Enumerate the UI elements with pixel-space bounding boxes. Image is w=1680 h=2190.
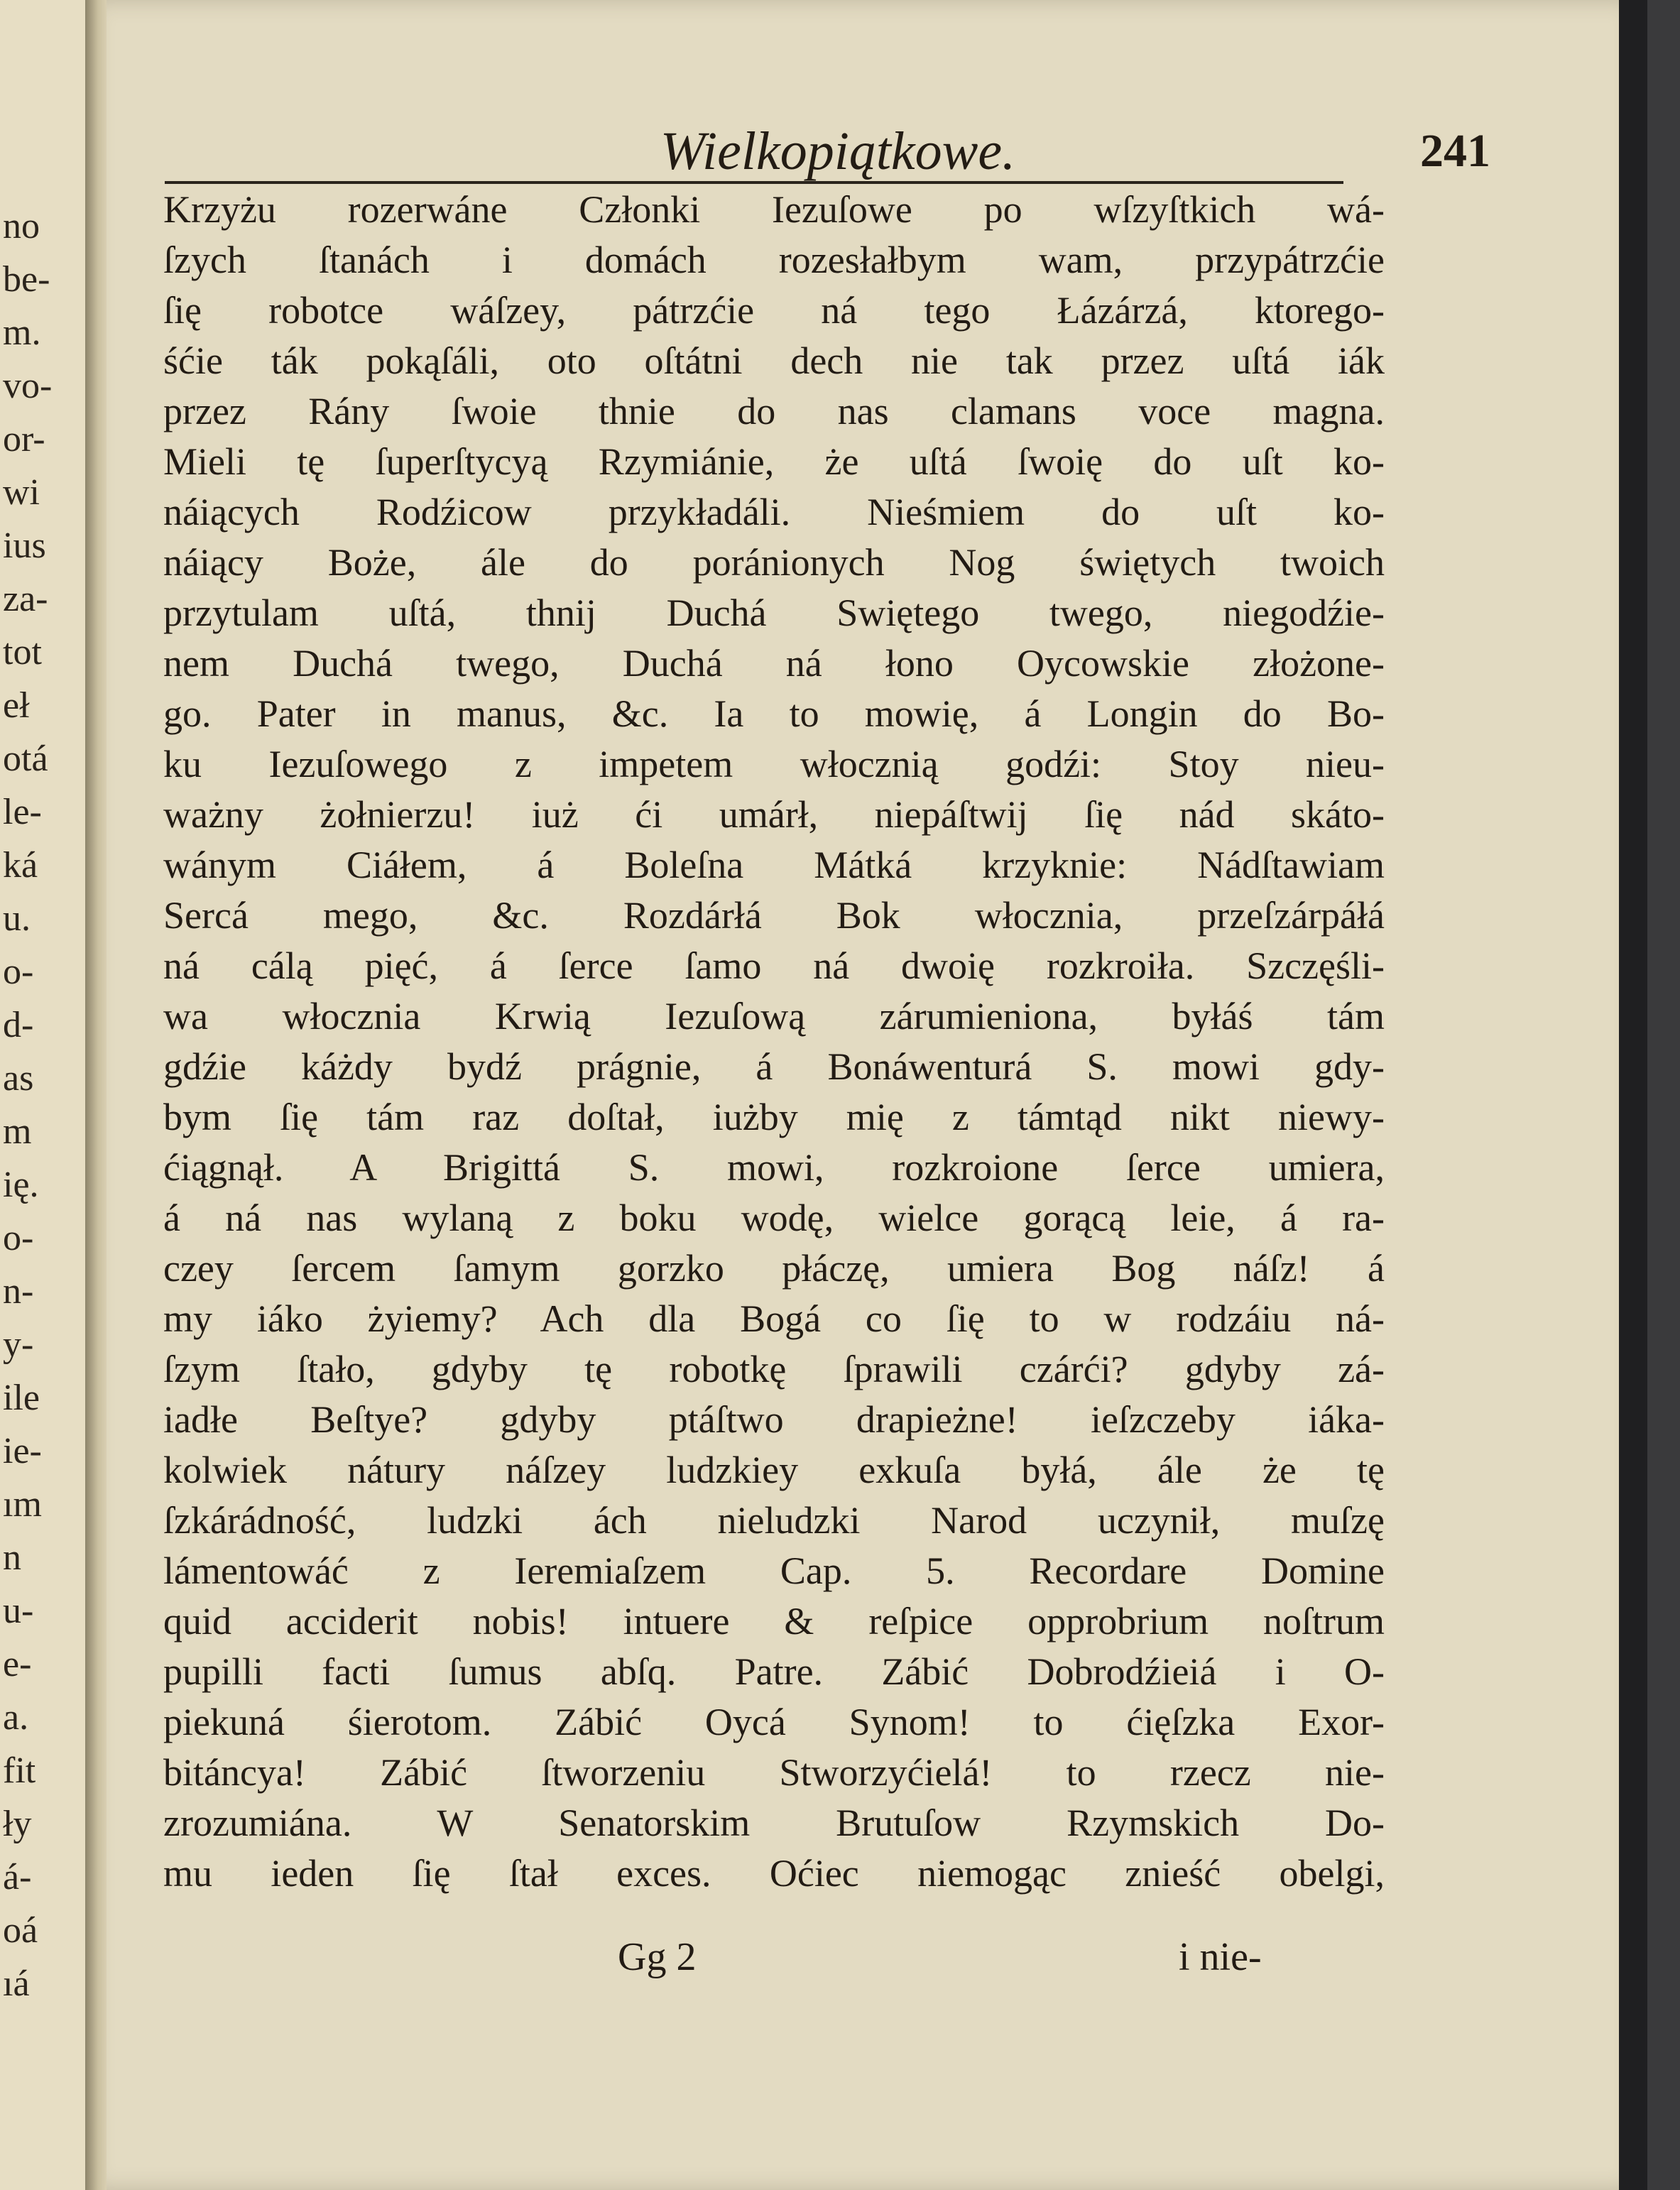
text-line: quid acciderit nobis! intuere & reſpice opprobrium noſtrum bbox=[163, 1600, 1385, 1642]
prev-page-fragment: ım bbox=[3, 1484, 42, 1525]
text-line: zrozumiána. W Senatorskim Brutuſow Rzymskich Do- bbox=[163, 1802, 1385, 1844]
text-line: ku Iezuſowego z impetem włocznią godźi: Stoy nieu- bbox=[163, 743, 1385, 785]
book-gutter bbox=[85, 0, 107, 2190]
prev-page-fragment: no bbox=[3, 206, 40, 246]
prev-page-fragment: ie- bbox=[3, 1431, 42, 1471]
text-line: przytulam uſtá, thnij Duchá Swiętego twego, niegodźie- bbox=[163, 592, 1385, 634]
prev-page-fragment: e- bbox=[3, 1644, 32, 1684]
prev-page-fragment: ıá bbox=[3, 1963, 30, 2004]
prev-page-fragment: o- bbox=[3, 1218, 34, 1258]
prev-page-fragment: wi bbox=[3, 472, 40, 513]
prev-page-fragment: m. bbox=[3, 312, 41, 353]
page-edge-shadow bbox=[1619, 0, 1647, 2190]
text-line: czey ſercem ſamym gorzko płáczę, umiera Bog náſz! á bbox=[163, 1247, 1385, 1290]
text-line: Krzyżu rozerwáne Członki Iezuſowe po wſzyſtkich wá- bbox=[163, 188, 1385, 231]
text-line: wa włocznia Krwią Iezuſową zárumieniona, byłáś tám bbox=[163, 995, 1385, 1037]
text-line: ważny żołnierzu! iuż ći umárł, niepáſtwij ſię nád skáto- bbox=[163, 793, 1385, 836]
prev-page-fragment: á- bbox=[3, 1857, 32, 1897]
text-line: iadłe Beſtye? gdyby ptáſtwo drapieżne! ieſzczeby iáka- bbox=[163, 1398, 1385, 1441]
text-line: mu ieden ſię ſtał exces. Oćiec niemogąc znieść obelgi, bbox=[163, 1852, 1385, 1895]
text-line: nem Duchá twego, Duchá ná łono Oycowskie złożone- bbox=[163, 642, 1385, 685]
text-line: kolwiek nátury náſzey ludzkiey exkuſa byłá, ále że tę bbox=[163, 1449, 1385, 1491]
prev-page-fragment: u. bbox=[3, 898, 31, 939]
running-title: Wielkopiątkowe. bbox=[660, 121, 1016, 181]
text-line: pupilli facti ſumus abſq. Patre. Zábić Dobrodźieiá i O- bbox=[163, 1650, 1385, 1693]
text-line: ſzkárádność, ludzki ách nieludzki Narod uczynił, muſzę bbox=[163, 1499, 1385, 1542]
text-line: śćie ták pokąſáli, oto oſtátni dech nie tak przez uſtá iák bbox=[163, 339, 1385, 382]
prev-page-fragment: or- bbox=[3, 419, 45, 459]
text-line: przez Rány ſwoie thnie do nas clamans voce magna. bbox=[163, 390, 1385, 432]
text-line: á ná nas wylaną z boku wodę, wielce gorącą leie, á ra- bbox=[163, 1197, 1385, 1239]
prev-page-fragment: vo- bbox=[3, 366, 53, 406]
previous-page-edge bbox=[0, 0, 87, 2190]
prev-page-fragment: tot bbox=[3, 632, 42, 672]
prev-page-fragment: ius bbox=[3, 525, 46, 566]
prev-page-fragment: ile bbox=[3, 1378, 40, 1418]
text-line: piekuná śierotom. Zábić Oycá Synom! to ćięſzka Exor- bbox=[163, 1701, 1385, 1743]
prev-page-fragment: ię. bbox=[3, 1165, 39, 1205]
text-line: ćiągnął. A Brigittá S. mowi, rozkroione ſerce umiera, bbox=[163, 1146, 1385, 1189]
text-line: Sercá mego, &c. Rozdárłá Bok włocznia, przeſzárpáłá bbox=[163, 894, 1385, 937]
signature-mark: Gg 2 bbox=[618, 1935, 697, 1979]
prev-page-fragment: fit bbox=[3, 1750, 36, 1791]
text-line: náiących Rodźicow przykładáli. Nieśmiem do uſt ko- bbox=[163, 491, 1385, 533]
text-line: wánym Ciáłem, á Boleſna Mátká krzyknie: Nádſtawiam bbox=[163, 844, 1385, 886]
text-line: bym ſię tám raz doſtał, iużby mię z támtąd nikt niewy- bbox=[163, 1096, 1385, 1138]
text-line: my iáko żyiemy? Ach dla Bogá co ſię to w rodzáiu ná- bbox=[163, 1297, 1385, 1340]
text-line: go. Pater in manus, &c. Ia to mowię, á Longin do Bo- bbox=[163, 692, 1385, 735]
text-line: ſzym ſtało, gdyby tę robotkę ſprawili czárći? gdyby zá- bbox=[163, 1348, 1385, 1390]
text-line: ná cálą pięć, á ſerce ſamo ná dwoię rozkroiła. Szczęśli- bbox=[163, 944, 1385, 987]
text-line: Mieli tę ſuperſtycyą Rzymiánie, że uſtá ſwoię do uſt ko- bbox=[163, 440, 1385, 483]
prev-page-fragment: o- bbox=[3, 952, 34, 992]
text-line: ſzych ſtanách i domách rozesłałbym wam, przypátrzćie bbox=[163, 239, 1385, 281]
prev-page-fragment: as bbox=[3, 1058, 34, 1099]
prev-page-fragment: ły bbox=[3, 1804, 32, 1844]
prev-page-fragment: u- bbox=[3, 1591, 34, 1631]
prev-page-fragment: m bbox=[3, 1111, 32, 1152]
prev-page-fragment: eł bbox=[3, 685, 30, 726]
page-number: 241 bbox=[1420, 125, 1490, 177]
text-line: ſię robotce wáſzey, pátrzćie ná tego Łázárzá, ktorego- bbox=[163, 289, 1385, 332]
prev-page-fragment: n- bbox=[3, 1271, 34, 1312]
text-line: bitáncya! Zábić ſtworzeniu Stworzyćielá! to rzecz nie- bbox=[163, 1751, 1385, 1794]
prev-page-fragment: le- bbox=[3, 792, 42, 832]
text-line: gdźie káżdy bydź prágnie, á Bonáwenturá S. mowi gdy- bbox=[163, 1045, 1385, 1088]
page-header bbox=[419, 112, 1490, 190]
prev-page-fragment: be- bbox=[3, 259, 50, 300]
prev-page-fragment: a. bbox=[3, 1697, 29, 1738]
prev-page-fragment: oá bbox=[3, 1910, 38, 1951]
text-line: náiący Boże, ále do poránionych Nog świętych twoich bbox=[163, 541, 1385, 584]
prev-page-fragment: za- bbox=[3, 579, 48, 619]
page-footer bbox=[163, 1929, 1385, 1985]
prev-page-fragment: ká bbox=[3, 845, 38, 886]
header-rule bbox=[165, 181, 1343, 184]
prev-page-fragment: n bbox=[3, 1537, 21, 1578]
catchword: i nie- bbox=[1179, 1935, 1262, 1979]
body-text bbox=[163, 186, 1385, 1897]
prev-page-fragment: y- bbox=[3, 1324, 34, 1365]
text-line: lámentowáć z Ieremiaſzem Cap. 5. Recordare Domine bbox=[163, 1549, 1385, 1592]
prev-page-fragment: d- bbox=[3, 1005, 34, 1045]
prev-page-fragment: otá bbox=[3, 739, 48, 779]
